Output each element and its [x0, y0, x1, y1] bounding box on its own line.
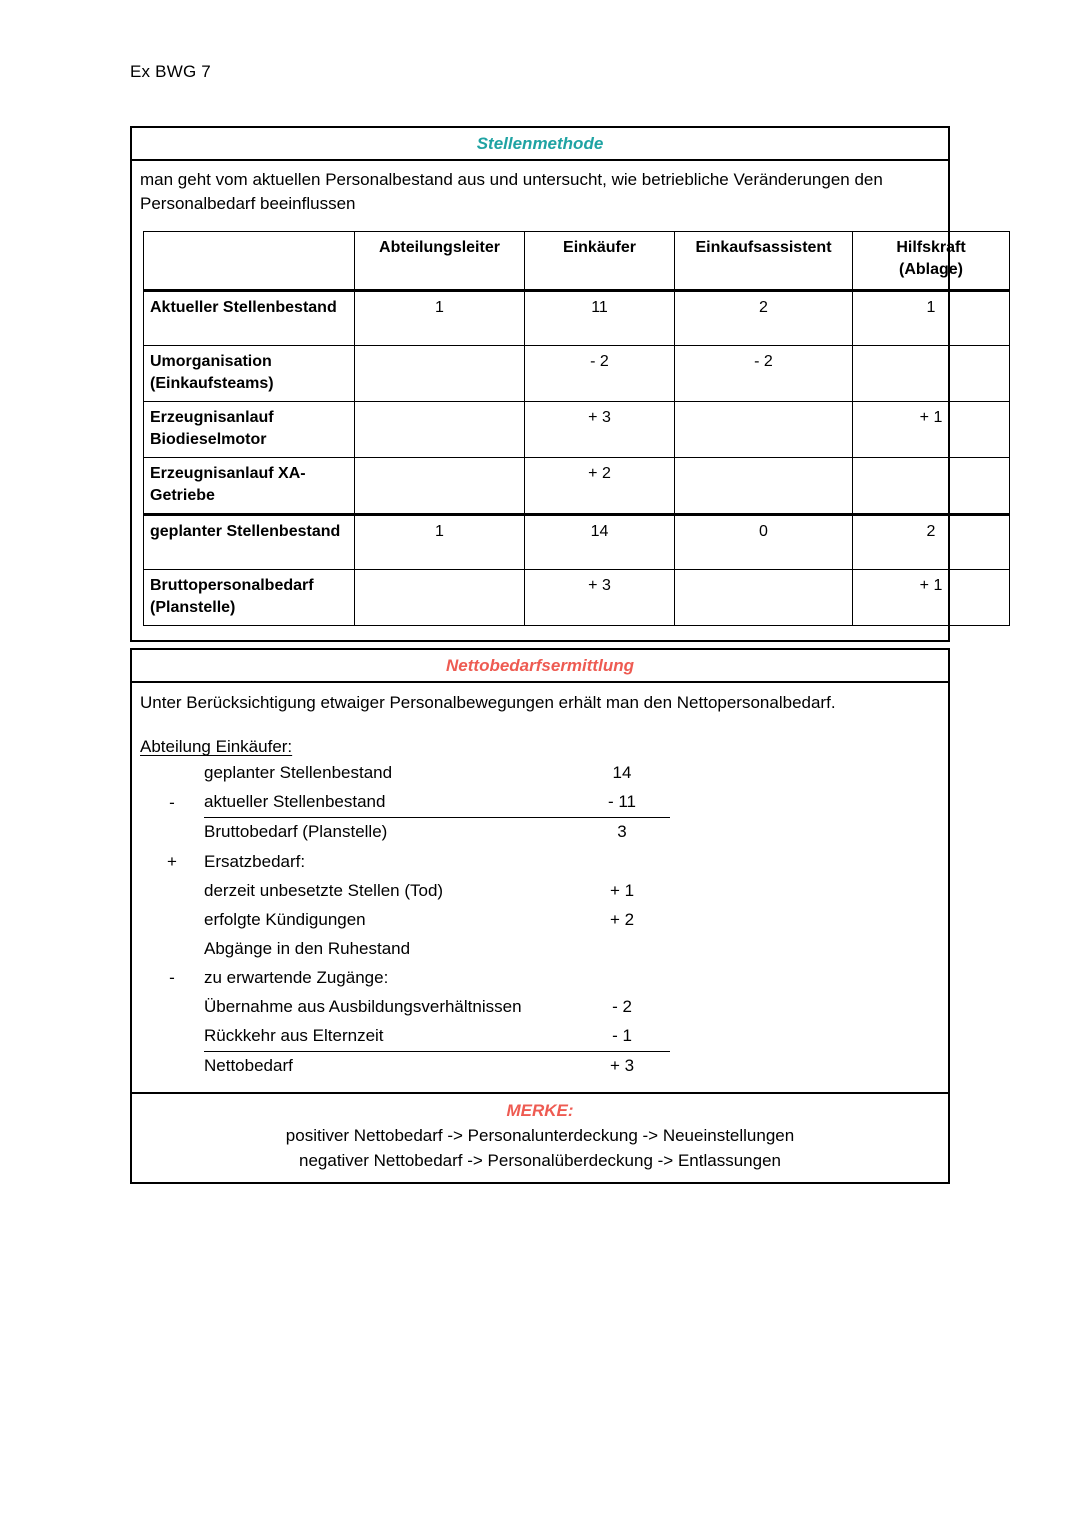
cell-umorganisation-einkaufsassistent: - 2	[675, 345, 853, 401]
calc-op: -	[169, 968, 175, 988]
table-row	[144, 290, 1010, 345]
calc-value: + 1	[609, 880, 635, 900]
row-label-geplanter-stellenbestand: geplanter Stellenbestand	[144, 515, 355, 570]
header-hilfskraft-line2: (Ablage)	[899, 260, 963, 278]
calc-value: - 1	[574, 1022, 670, 1052]
cell-aktueller-einkaufsassistent: 2	[675, 290, 853, 345]
header-cell-einkaeufer: Einkäufer	[525, 231, 675, 290]
table-row	[144, 401, 1010, 457]
merke-line-negative: negativer Nettobedarf -> Personalüberdeckung -> Entlassungen	[299, 1150, 781, 1170]
calc-row	[140, 964, 670, 993]
cell-geplanter-abteilungsleiter: 1	[355, 515, 525, 570]
calc-op: -	[169, 792, 175, 812]
cell-brutto-einkaufsassistent	[675, 570, 853, 626]
nettobedarf-intro: Unter Berücksichtigung etwaiger Personalbewegungen erhält man den Nettopersonalbedarf.	[140, 692, 836, 712]
cell-xagetriebe-hilfskraft	[853, 458, 1010, 515]
cell-umorganisation-einkaeufer: - 2	[525, 345, 675, 401]
calc-desc: Übernahme aus Ausbildungsverhältnissen	[204, 997, 522, 1017]
table-row	[144, 515, 1010, 570]
stellenmethode-table-wrap	[132, 218, 966, 641]
cell-xagetriebe-einkaufsassistent	[675, 458, 853, 515]
cell-umorganisation-abteilungsleiter	[355, 345, 525, 401]
cell-geplanter-einkaufsassistent: 0	[675, 515, 853, 570]
table-row	[144, 345, 1010, 401]
calc-op	[140, 759, 204, 788]
calc-row	[140, 848, 670, 877]
row-label-erzeugnisanlauf-xa-getriebe: Erzeugnisanlauf XA-Getriebe	[144, 458, 355, 515]
calc-row	[140, 993, 670, 1022]
calc-desc: erfolgte Kündigungen	[204, 909, 366, 929]
row-label-bruttopersonalbedarf: Bruttopersonalbedarf (Planstelle)	[144, 570, 355, 626]
calc-op: +	[167, 851, 177, 871]
calc-row	[140, 877, 670, 906]
calc-row	[140, 788, 670, 818]
calc-value: + 3	[609, 1056, 635, 1076]
calc-desc: aktueller Stellenbestand	[204, 788, 574, 818]
cell-biodiesel-abteilungsleiter	[355, 401, 525, 457]
calc-row	[140, 759, 670, 788]
calc-op	[140, 1052, 204, 1082]
calc-desc: zu erwartende Zugänge:	[204, 968, 389, 988]
calc-op	[140, 1022, 204, 1052]
calc-desc: Ersatzbedarf:	[204, 851, 306, 871]
calc-row	[140, 906, 670, 935]
cell-aktueller-einkaeufer: 11	[525, 290, 675, 345]
calc-value: 3	[617, 822, 627, 842]
stellenmethode-table	[143, 231, 1010, 627]
merke-line-positive: positiver Nettobedarf -> Personalunterdeckung -> Neueinstellungen	[285, 1126, 795, 1146]
calc-value	[574, 964, 670, 993]
page-title: Ex BWG 7	[130, 62, 211, 81]
merke-title: MERKE:	[506, 1100, 574, 1120]
cell-aktueller-hilfskraft: 1	[853, 290, 1010, 345]
header-cell-hilfskraft	[853, 231, 1010, 290]
cell-xagetriebe-einkaeufer: + 2	[525, 458, 675, 515]
nettobedarfsermittlung-title: Nettobedarfsermittlung	[132, 650, 948, 683]
calc-desc: Bruttobedarf (Planstelle)	[204, 822, 388, 842]
cell-biodiesel-einkaeufer: + 3	[525, 401, 675, 457]
department-label: Abteilung Einkäufer:	[140, 737, 293, 757]
calc-row	[140, 1022, 670, 1052]
calc-op	[140, 877, 204, 906]
stellenmethode-box	[130, 126, 966, 642]
department-heading	[140, 737, 940, 759]
calc-value: 14	[612, 763, 632, 783]
calc-desc: derzeit unbesetzte Stellen (Tod)	[204, 880, 444, 900]
calc-desc: Rückkehr aus Elternzeit	[204, 1022, 574, 1052]
nettobedarf-body	[132, 683, 948, 1082]
calc-desc: Nettobedarf	[204, 1056, 293, 1076]
table-row	[144, 458, 1010, 515]
nettobedarfsermittlung-box	[130, 648, 950, 1184]
calc-row	[140, 935, 670, 964]
cell-brutto-abteilungsleiter	[355, 570, 525, 626]
calc-value: - 2	[612, 997, 632, 1017]
merke-block	[132, 1094, 948, 1182]
calc-op	[140, 906, 204, 935]
calc-value	[574, 935, 670, 964]
nettobedarf-calculation-table	[140, 759, 670, 1081]
cell-biodiesel-hilfskraft: + 1	[853, 401, 1010, 457]
table-header-row	[144, 231, 1010, 290]
stellenmethode-intro: man geht vom aktuellen Personalbestand aus und untersucht, wie betriebliche Veränderungen den Personalbedarf beeinflussen	[140, 169, 883, 213]
calc-row-total	[140, 1052, 670, 1082]
row-label-aktueller-stellenbestand: Aktueller Stellenbestand	[144, 290, 355, 345]
calc-value: - 11	[574, 788, 670, 818]
header-cell-einkaufsassistent: Einkaufsassistent	[675, 231, 853, 290]
row-label-umorganisation: Umorganisation (Einkaufsteams)	[144, 345, 355, 401]
cell-geplanter-hilfskraft: 2	[853, 515, 1010, 570]
stellenmethode-title: Stellenmethode	[132, 128, 948, 161]
cell-xagetriebe-abteilungsleiter	[355, 458, 525, 515]
calc-value: + 2	[609, 909, 635, 929]
header-cell-abteilungsleiter: Abteilungsleiter	[355, 231, 525, 290]
calc-op	[140, 818, 204, 848]
calc-op	[140, 935, 204, 964]
cell-biodiesel-einkaufsassistent	[675, 401, 853, 457]
cell-brutto-hilfskraft: + 1	[853, 570, 1010, 626]
calc-desc: Abgänge in den Ruhestand	[204, 938, 411, 958]
header-cell-empty	[144, 231, 355, 290]
header-hilfskraft-line1: Hilfskraft	[896, 238, 966, 256]
row-label-erzeugnisanlauf-biodieselmotor: Erzeugnisanlauf Biodieselmotor	[144, 401, 355, 457]
cell-geplanter-einkaeufer: 14	[525, 515, 675, 570]
cell-umorganisation-hilfskraft	[853, 345, 1010, 401]
cell-brutto-einkaeufer: + 3	[525, 570, 675, 626]
spacer	[140, 715, 940, 737]
calc-row	[140, 818, 670, 848]
calc-op	[140, 993, 204, 1022]
table-row	[144, 570, 1010, 626]
cell-aktueller-abteilungsleiter: 1	[355, 290, 525, 345]
calc-desc: geplanter Stellenbestand	[204, 763, 393, 783]
calc-value	[574, 848, 670, 877]
